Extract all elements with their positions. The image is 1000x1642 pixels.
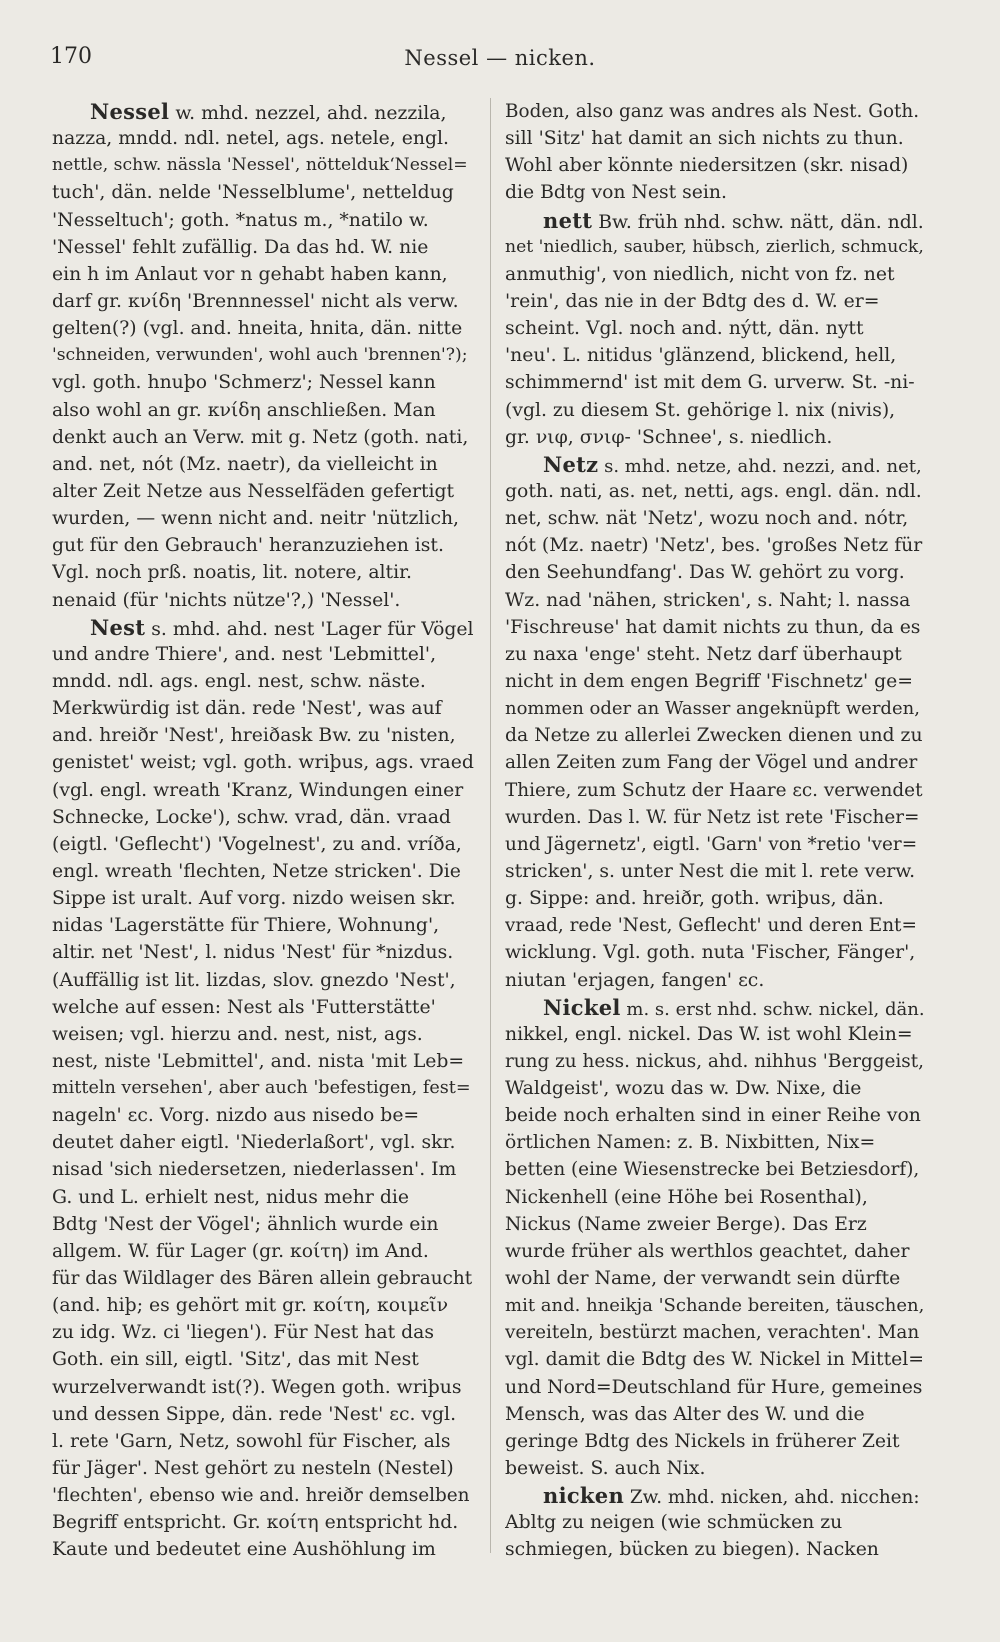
line-text: nommen oder an Wasser angeknüpft werden, [505,698,920,720]
entry-headword: Netz [543,451,599,477]
text-line [52,1482,476,1509]
line-text: nazza, mndd. ndl. netel, ags. netele, engl. [52,128,449,150]
text-line [52,777,476,804]
text-line [505,804,925,831]
text-line [52,1048,476,1075]
text-line [52,1319,476,1346]
text-line [505,1319,925,1346]
text-line [505,695,925,722]
line-text: 'neu'. L. nitidus 'glänzend, blickend, hell, [505,345,897,367]
line-text: mit and. hneikja 'Schande bereiten, täuschen, [505,1295,925,1317]
text-line [505,532,925,559]
text-line [52,505,476,532]
running-head [0,44,1000,78]
text-line [52,668,476,695]
text-line [505,994,925,1021]
line-text: Schnecke, Locke'), schw. vrad, dän. vraad [52,806,451,828]
line-text: Abltg zu neigen (wie schmücken zu [505,1512,843,1534]
text-line [52,1428,476,1455]
line-text: vereiteln, bestürzt machen, verachten'. Man [505,1322,920,1344]
text-line [52,1401,476,1428]
line-text: Sippe ist uralt. Auf vorg. nizdo weisen skr. [52,888,456,910]
line-text: zu idg. Wz. ci 'liegen'). Für Nest hat das [52,1322,434,1344]
entry-headword: Nest [90,614,146,640]
line-text: schmiegen, bücken zu biegen). Nacken [505,1539,879,1561]
line-text: nest, niste 'Lebmittel', and. nista 'mit Leb= [52,1050,465,1072]
text-line [505,1536,925,1563]
line-text: beide noch erhalten sind in einer Reihe von [505,1105,921,1127]
text-line [505,749,925,776]
text-line [52,885,476,912]
line-text: w. mhd. nezzel, ahd. nezzila, [169,103,447,124]
text-line [505,1401,925,1428]
line-text: nenaid (für 'nichts nütze'?,) 'Nessel'. [52,589,401,611]
text-line [52,451,476,478]
text-line [52,641,476,668]
line-text: die Bdtg von Nest sein. [505,182,727,204]
text-line [505,1048,925,1075]
text-line [505,1428,925,1455]
line-text: 'schneiden, verwunden', wohl auch 'brennen'?); [52,345,468,366]
line-text: sill 'Sitz' hat damit an sich nichts zu thun. [505,128,904,150]
line-text: G. und L. erhielt nest, nidus mehr die [52,1186,409,1208]
text-line [52,858,476,885]
text-line [52,939,476,966]
text-line [505,967,925,994]
line-text: genistet' weist; vgl. goth. wriþus, ags. vraed [52,752,474,774]
line-text: rung zu hess. nickus, ahd. nihhus 'Berggeist, [505,1050,924,1072]
text-line [52,1211,476,1238]
text-line [52,614,476,641]
text-line [52,1075,476,1102]
line-text: nicht in dem engen Begriff 'Fischnetz' ge= [505,670,913,692]
text-line [505,1455,925,1482]
text-line [505,858,925,885]
text-line [52,1129,476,1156]
line-text: denkt auch an Verw. mit g. Netz (goth. nati, [52,426,469,448]
line-text: vraad, rede 'Nest, Geflecht' und deren Ent= [505,915,917,937]
line-text: Thiere, zum Schutz der Haare ɛc. verwendet [505,779,923,801]
text-line [505,614,925,641]
line-text: Wz. nad 'nähen, stricken', s. Naht; l. nassa [505,589,911,611]
entry-headword: nett [543,207,593,233]
text-line [505,1021,925,1048]
line-text: engl. wreath 'flechten, Netze stricken'. Die [52,860,461,882]
line-text: m. s. erst nhd. schw. nickel, dän. [620,998,925,1020]
text-line [52,315,476,342]
line-text: mitteln versehen', aber auch 'befestigen, fest= [52,1078,471,1099]
line-text: altir. net 'Nest', l. nidus 'Nest' für *nizdus. [52,942,454,964]
line-text: Zw. mhd. nicken, ahd. nicchen: [624,1487,920,1509]
line-text: Wohl aber könnte niedersitzen (skr. nisad) [505,155,909,177]
line-text: welche auf essen: Nest als 'Futterstätte' [52,996,436,1018]
line-text: gr. νιφ, σνιφ- 'Schnee', s. niedlich. [505,426,833,448]
text-line [52,288,476,315]
line-text: (eigtl. 'Geflecht') 'Vogelnest', zu and. vríða, [52,833,462,855]
line-text: allgem. W. für Lager (gr. κοίτη) im And. [52,1240,429,1262]
line-text: geringe Bdtg des Nickels in früherer Zeit [505,1430,900,1452]
text-line [52,261,476,288]
line-text: alter Zeit Netze aus Nesselfäden gefertigt [52,480,455,502]
line-text: niutan 'erjagen, fangen' ɛc. [505,969,765,991]
line-text: and. net, nót (Mz. naetr), da vielleicht in [52,453,438,475]
line-text: wurzelverwandt ist(?). Wegen goth. wriþus [52,1376,462,1398]
entry-headword: Nickel [543,994,621,1020]
line-text: ein h im Anlaut vor n gehabt haben kann, [52,263,448,285]
text-line [505,1156,925,1183]
text-line [505,424,925,451]
text-line [505,125,925,152]
text-line [52,424,476,451]
line-text: beweist. S. auch Nix. [505,1458,706,1480]
text-line [505,369,925,396]
line-text: Boden, also ganz was andres als Nest. Goth. [505,101,920,122]
line-text: tuch', dän. nelde 'Nesselblume', netteldug [52,182,454,204]
text-line [505,451,925,478]
text-line [52,831,476,858]
text-line [505,1102,925,1129]
line-text: wurde früher als werthlos geachtet, daher [505,1240,910,1262]
text-line [505,315,925,342]
line-text: Bw. früh nhd. schw. nätt, dän. ndl. [592,211,924,233]
text-line [52,695,476,722]
text-line [52,749,476,776]
column-divider [490,98,491,1553]
line-text: net 'niedlich, sauber, hübsch, zierlich, schmuck, [505,236,924,257]
line-text: s. mhd. ahd. nest 'Lager für Vögel [145,618,474,640]
text-line [505,777,925,804]
line-text: Kaute und bedeutet eine Aushöhlung im [52,1539,436,1561]
text-line [52,804,476,831]
text-line [52,369,476,396]
line-text: 'flechten', ebenso wie and. hreiðr demselben [52,1485,470,1507]
text-line [52,342,476,369]
text-line [505,342,925,369]
line-text: den Seehundfang'. Das W. gehört zu vorg. [505,562,905,584]
text-line [52,1536,476,1563]
right-column [505,98,925,1564]
line-text: stricken', s. unter Nest die mit l. rete verw. [505,860,916,882]
line-text: zu naxa 'enge' steht. Netz darf überhaupt [505,643,902,665]
line-text: für das Wildlager des Bären allein gebraucht [52,1268,473,1290]
line-text: wicklung. Vgl. goth. nuta 'Fischer, Fänger', [505,942,916,964]
line-text: allen Zeiten zum Fang der Vögel und andrer [505,752,918,774]
text-line [52,722,476,749]
line-text: Vgl. noch prß. noatis, lit. notere, altir. [52,562,412,584]
entry-headword: Nessel [90,99,170,124]
text-line [505,1265,925,1292]
line-text: Waldgeist', wozu das w. Dw. Nixe, die [505,1078,862,1100]
line-text: nidas 'Lagerstätte für Thiere, Wohnung', [52,915,440,937]
text-line [505,397,925,424]
line-text: (and. hiþ; es gehört mit gr. κοίτη, κοιμεῖν [52,1295,449,1317]
line-text: 'rein', das nie in der Bdtg des d. W. er= [505,290,880,312]
text-line [52,1265,476,1292]
line-text: s. mhd. netze, ahd. nezzi, and. net, [598,455,922,477]
entry-headword: nicken [543,1483,625,1509]
text-line [52,559,476,586]
text-line [52,1021,476,1048]
text-line [52,397,476,424]
text-line [505,939,925,966]
text-line [52,234,476,261]
line-text: (vgl. engl. wreath 'Kranz, Windungen einer [52,779,464,801]
text-line [505,1129,925,1156]
text-line [52,1374,476,1401]
line-text: also wohl an gr. κνίδη anschließen. Man [52,399,436,421]
text-line [505,668,925,695]
text-line [505,1211,925,1238]
text-line [52,478,476,505]
text-line [505,722,925,749]
line-text: wurden. Das l. W. für Netz ist rete 'Fischer= [505,806,920,828]
text-line [505,478,925,505]
left-column [52,98,476,1564]
line-text: Nickenhell (eine Höhe bei Rosenthal), [505,1186,868,1208]
line-text: nót (Mz. naetr) 'Netz', bes. 'großes Netz für [505,535,923,557]
text-line [52,207,476,234]
line-text: goth. nati, as. net, netti, ags. engl. dän. ndl. [505,480,922,502]
line-text: vgl. goth. hnuþo 'Schmerz'; Nessel kann [52,372,436,394]
line-text: wohl der Name, der verwandt sein dürfte [505,1268,901,1290]
line-text: 'Fischreuse' hat damit nichts zu thun, da es [505,616,921,638]
text-line [52,1184,476,1211]
line-text: nettle, schw. nässla 'Nessel', nötteldukʻNessel= [52,155,468,176]
text-line [52,967,476,994]
text-line [505,1482,925,1509]
text-line [505,1374,925,1401]
text-line [505,587,925,614]
text-line [505,1184,925,1211]
text-line [505,207,925,234]
text-line [505,641,925,668]
text-line [505,1346,925,1373]
text-line [52,1156,476,1183]
line-text: gut für den Gebrauch' heranzuziehen ist. [52,535,444,557]
line-text: deutet daher eigtl. 'Niederlaßort', vgl. skr. [52,1132,456,1154]
running-head-title: Nessel — nicken. [404,46,596,70]
line-text: (vgl. zu diesem St. gehörige l. nix (nivis), [505,399,896,421]
line-text: und Jägernetz', eigtl. 'Garn' von *retio 'ver= [505,833,918,855]
line-text: und Nord=Deutschland für Hure, gemeines [505,1376,923,1398]
line-text: weisen; vgl. hierzu and. nest, nist, ags. [52,1023,423,1045]
line-text: 'Nesseltuch'; goth. *natus m., *natilo w. [52,209,429,231]
text-line [505,261,925,288]
text-line [505,152,925,179]
line-text: and. hreiðr 'Nest', hreiðask Bw. zu 'nisten, [52,725,456,747]
text-line [52,1102,476,1129]
line-text: schimmernd' ist mit dem G. urverw. St. -ni- [505,372,915,394]
line-text: Bdtg 'Nest der Vögel'; ähnlich wurde ein [52,1213,439,1235]
line-text: Merkwürdig ist dän. rede 'Nest', was auf [52,698,442,720]
text-line [505,1238,925,1265]
line-text: nikkel, engl. nickel. Das W. ist wohl Klein= [505,1023,913,1045]
text-line [505,885,925,912]
line-text: l. rete 'Garn, Netz, sowohl für Fischer, als [52,1430,451,1452]
text-line [52,912,476,939]
line-text: Goth. ein sill, eigtl. 'Sitz', das mit Nest [52,1349,419,1371]
line-text: wurden, — wenn nicht and. neitr 'nützlich, [52,508,460,530]
text-line [52,994,476,1021]
text-line [505,912,925,939]
text-line [505,831,925,858]
line-text: (Auffällig ist lit. lizdas, slov. gnezdo 'Nest', [52,969,456,991]
text-line [52,1292,476,1319]
text-line [52,125,476,152]
line-text: mndd. ndl. ags. engl. nest, schw. näste. [52,670,426,692]
text-line [52,179,476,206]
line-text: darf gr. κνίδη 'Brennnessel' nicht als verw. [52,290,459,312]
text-line [52,587,476,614]
page-number: 170 [50,44,92,69]
text-line [52,1509,476,1536]
line-text: da Netze zu allerlei Zwecken dienen und zu [505,725,923,747]
line-text: Nickus (Name zweier Berge). Das Erz [505,1213,867,1235]
line-text: anmuthig', von niedlich, nicht von fz. net [505,263,895,285]
line-text: und dessen Sippe, dän. rede 'Nest' ɛc. vgl. [52,1403,457,1425]
text-line [52,1346,476,1373]
line-text: scheint. Vgl. noch and. nýtt, dän. nytt [505,318,864,340]
text-line [505,179,925,206]
text-line [52,98,476,125]
line-text: nageln' ɛc. Vorg. nizdo aus nisedo be= [52,1105,420,1127]
text-line [52,152,476,179]
line-text: und andre Thiere', and. nest 'Lebmittel', [52,643,437,665]
line-text: Begriff entspricht. Gr. κοίτη entspricht hd. [52,1512,459,1534]
line-text: vgl. damit die Bdtg des W. Nickel in Mittel= [505,1349,925,1371]
text-line [52,532,476,559]
text-line [505,98,925,125]
text-line [505,1075,925,1102]
text-line [505,505,925,532]
line-text: g. Sippe: and. hreiðr, goth. wriþus, dän. [505,888,884,910]
line-text: örtlichen Namen: z. B. Nixbitten, Nix= [505,1132,876,1154]
line-text: net, schw. nät 'Netz', wozu noch and. nótr, [505,508,909,530]
line-text: betten (eine Wiesenstrecke bei Betziesdorf), [505,1159,920,1181]
line-text: nisad 'sich niedersetzen, niederlassen'. Im [52,1159,457,1181]
text-line [52,1455,476,1482]
line-text: Mensch, was das Alter des W. und die [505,1403,865,1425]
text-line [505,559,925,586]
text-line [52,1238,476,1265]
text-line [505,234,925,261]
line-text: gelten(?) (vgl. and. hneita, hnita, dän. nitte [52,318,463,340]
text-line [505,288,925,315]
text-line [505,1292,925,1319]
line-text: für Jäger'. Nest gehört zu nesteln (Nestel) [52,1458,454,1480]
line-text: 'Nessel' fehlt zufällig. Da das hd. W. nie [52,236,429,258]
text-line [505,1509,925,1536]
